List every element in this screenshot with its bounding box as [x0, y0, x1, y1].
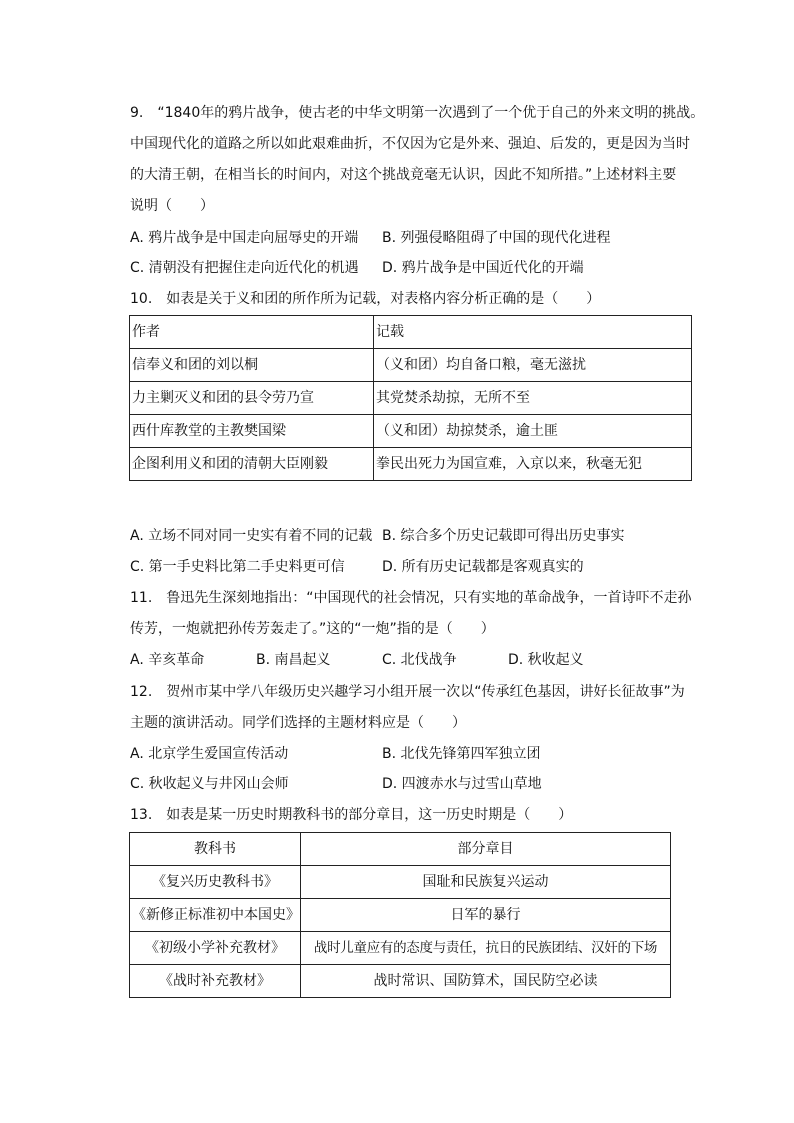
q12-stem-line-1: 12. 贺州市某中学八年级历史兴趣学习小组开展一次以“传承红色基因，讲好长征故事”为: [130, 684, 685, 700]
q11-option-d: D. 秋收起义: [508, 652, 584, 668]
q13-table: [129, 832, 671, 998]
q11-option-b: B. 南昌起义: [256, 652, 331, 668]
q10-cell: （义和团）劫掠焚杀，逾土匪: [374, 415, 692, 448]
q9-stem-line-3: 的大清王朝，在相当长的时间内，对这个挑战竟毫无认识，因此不知所措。”上述材料主要: [130, 167, 677, 183]
q12-option-d: D. 四渡赤水与过雪山草地: [382, 776, 542, 792]
q13-cell: 战时儿童应有的态度与责任，抗日的民族团结、汉奸的下场: [301, 932, 671, 965]
q10-table: [129, 315, 692, 481]
q12-option-a: A. 北京学生爱国宣传活动: [130, 746, 289, 762]
q13-cell: 《复兴历史教科书》: [130, 866, 301, 899]
q10-stem: 10. 如表是关于义和团的所作所为记载，对表格内容分析正确的是（ ）: [130, 291, 601, 307]
q13-table-header-row: [130, 833, 671, 866]
q10-option-a: A. 立场不同对同一史实有着不同的记载: [130, 528, 373, 544]
q9-option-a: A. 鸦片战争是中国走向屈辱史的开端: [130, 230, 359, 246]
q13-cell: 日军的暴行: [301, 899, 671, 932]
q9-option-d: D. 鸦片战争是中国近代化的开端: [382, 260, 584, 276]
q10-option-b: B. 综合多个历史记载即可得出历史事实: [382, 528, 625, 544]
q10-cell: 拳民出死力为国宣难，入京以来，秋毫无犯: [374, 448, 692, 481]
q13-header-textbook: 教科书: [130, 833, 301, 866]
q10-cell: （义和团）均自备口粮，毫无滋扰: [374, 349, 692, 382]
q9-stem-line-1: 9. “1840年的鸦片战争，使古老的中华文明第一次遇到了一个优于自己的外来文明的挑战。: [130, 105, 705, 121]
q13-cell: 国耻和民族复兴运动: [301, 866, 671, 899]
q10-option-c: C. 第一手史料比第二手史料更可信: [130, 559, 345, 575]
table-row: [130, 899, 671, 932]
table-row: [130, 866, 671, 899]
table-row: [130, 965, 671, 998]
q13-cell: 《战时补充教材》: [130, 965, 301, 998]
q9-stem-line-2: 中国现代化的道路之所以如此艰难曲折，不仅因为它是外来、强迫、后发的，更是因为当时: [130, 136, 690, 152]
q10-cell: 力主剿灭义和团的县令劳乃宣: [130, 382, 374, 415]
q10-header-record: 记载: [374, 316, 692, 349]
q9-stem-line-4: 说明（ ）: [130, 198, 214, 214]
q10-cell: 西什库教堂的主教樊国梁: [130, 415, 374, 448]
q11-stem-line-2: 传芳，一炮就把孙传芳轰走了。”这的“一炮”指的是（ ）: [130, 621, 495, 637]
q12-option-b: B. 北伐先锋第四军独立团: [382, 746, 541, 762]
q11-stem-line-1: 11. 鲁迅先生深刻地指出：“中国现代的社会情况，只有实地的革命战争，一首诗吓不走孙: [130, 590, 692, 606]
table-row: [130, 349, 692, 382]
q10-header-author: 作者: [130, 316, 374, 349]
q13-header-chapters: 部分章目: [301, 833, 671, 866]
q13-cell: 《初级小学补充教材》: [130, 932, 301, 965]
q9-option-b: B. 列强侵略阻碍了中国的现代化进程: [382, 230, 611, 246]
q10-cell: 其党焚杀劫掠，无所不至: [374, 382, 692, 415]
table-row: [130, 382, 692, 415]
q13-stem: 13. 如表是某一历史时期教科书的部分章目，这一历史时期是（ ）: [130, 807, 573, 823]
q11-option-c: C. 北伐战争: [382, 652, 457, 668]
q13-cell: 《新修正标准初中本国史》: [130, 899, 301, 932]
q13-cell: 战时常识、国防算术，国民防空必读: [301, 965, 671, 998]
q10-option-d: D. 所有历史记载都是客观真实的: [382, 559, 584, 575]
q10-table-header-row: [130, 316, 692, 349]
q10-cell: 信奉义和团的刘以桐: [130, 349, 374, 382]
q12-stem-line-2: 主题的演讲活动。同学们选择的主题材料应是（ ）: [130, 715, 466, 731]
table-row: [130, 932, 671, 965]
q11-option-a: A. 辛亥革命: [130, 652, 205, 668]
q12-option-c: C. 秋收起义与井冈山会师: [130, 776, 289, 792]
table-row: [130, 415, 692, 448]
table-row: [130, 448, 692, 481]
q10-cell: 企图利用义和团的清朝大臣刚毅: [130, 448, 374, 481]
q9-option-c: C. 清朝没有把握住走向近代化的机遇: [130, 260, 359, 276]
